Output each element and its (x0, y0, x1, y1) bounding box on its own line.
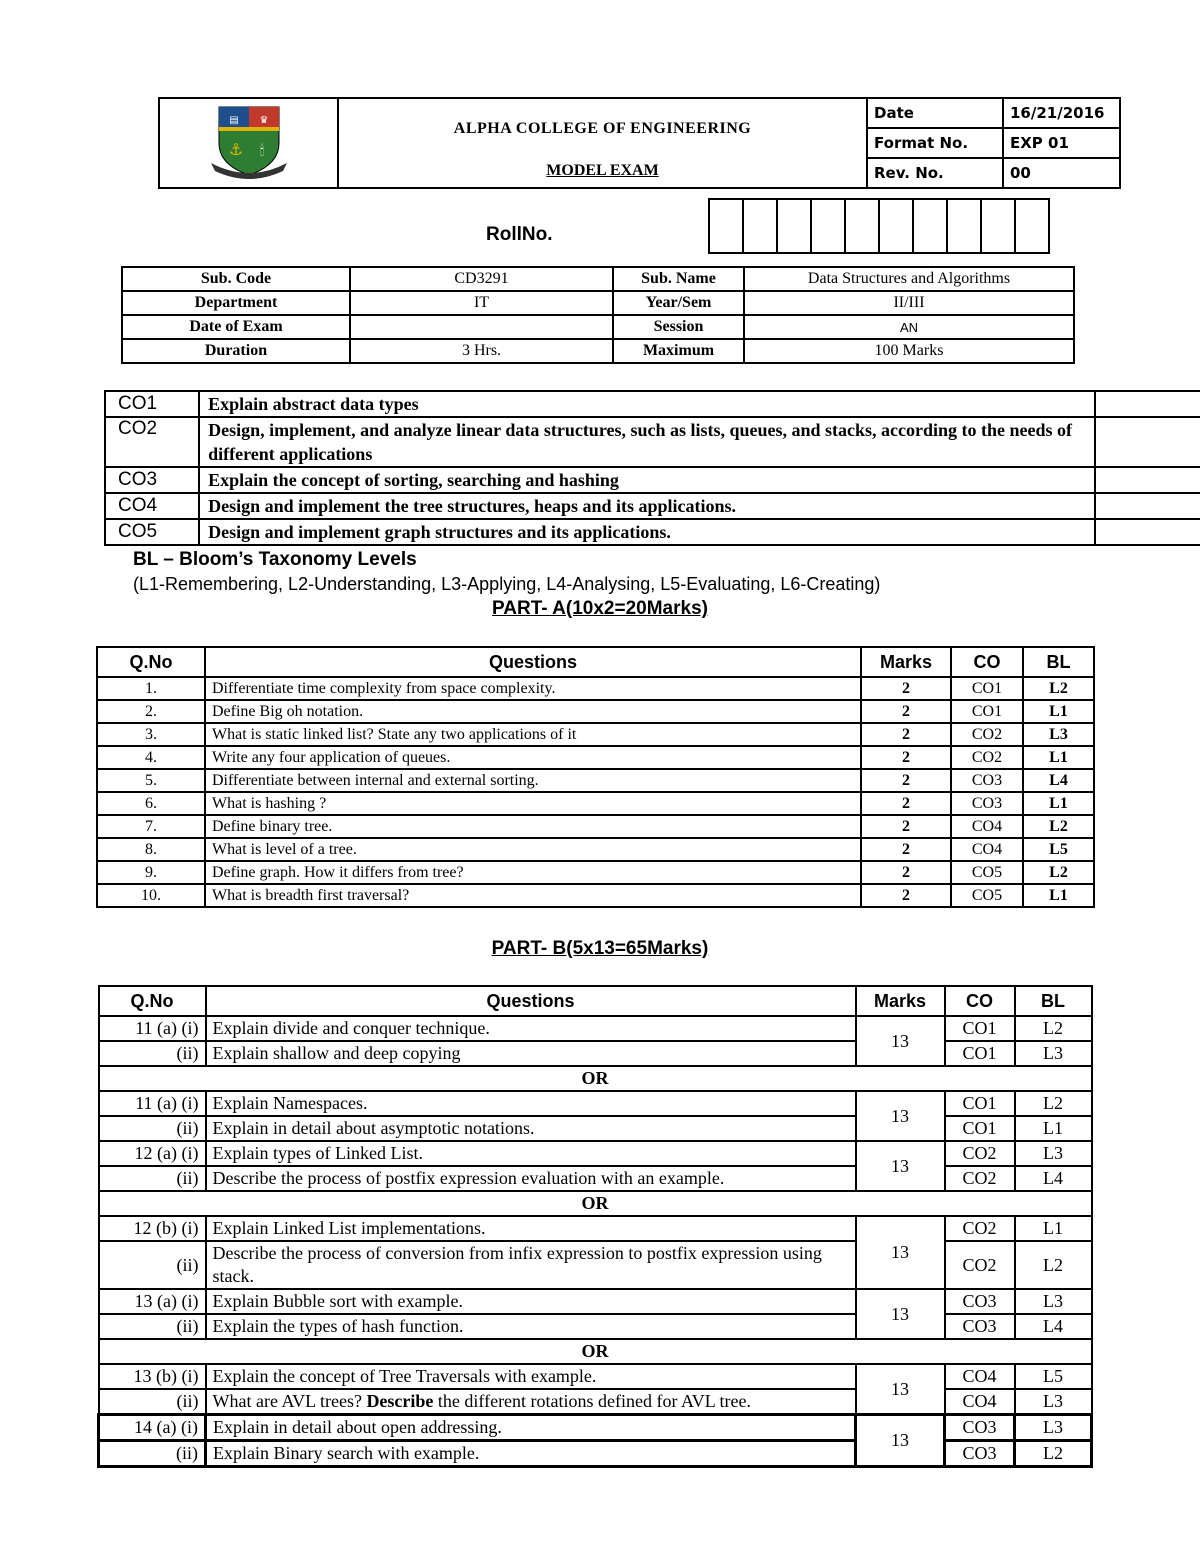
question-co: CO3 (945, 1441, 1015, 1467)
question-number: 4. (97, 746, 205, 769)
question-number: 12 (b) (i) (99, 1216, 206, 1241)
question-text: Explain in detail about asymptotic notations. (206, 1116, 856, 1141)
question-co: CO5 (951, 861, 1023, 884)
question-text: Define Big oh notation. (205, 700, 861, 723)
question-marks: 2 (861, 792, 951, 815)
roll-number-label: RollNo. (486, 224, 553, 245)
question-bl: L3 (1015, 1289, 1092, 1314)
or-row (99, 1191, 1092, 1216)
or-separator: OR (99, 1191, 1092, 1216)
question-marks: 2 (861, 815, 951, 838)
question-marks: 2 (861, 884, 951, 907)
question-text-part: the different rotations defined for AVL tree. (433, 1391, 751, 1411)
question-text: Explain types of Linked List. (206, 1141, 856, 1166)
question-marks: 2 (861, 746, 951, 769)
sub-code-label: Sub. Code (122, 267, 350, 291)
course-outcomes-table (104, 390, 1200, 546)
question-text: Explain divide and conquer technique. (206, 1016, 856, 1041)
co-description: Design and implement the tree structures, heaps and its applications. (199, 493, 1095, 519)
co-row (105, 467, 1200, 493)
college-name: ALPHA COLLEGE OF ENGINEERING (453, 120, 752, 137)
question-co: CO4 (951, 815, 1023, 838)
question-number: (ii) (99, 1441, 206, 1467)
table-row (97, 884, 1094, 907)
col-questions: Questions (206, 986, 856, 1016)
question-number: 13 (b) (i) (99, 1364, 206, 1389)
question-marks: 2 (861, 723, 951, 746)
question-bl: L1 (1023, 884, 1094, 907)
title-cell (338, 98, 867, 188)
question-text-bold: Describe (366, 1391, 434, 1411)
col-co: CO (951, 647, 1023, 677)
co-row (105, 417, 1200, 467)
co-code: CO5 (105, 519, 199, 545)
question-number: 3. (97, 723, 205, 746)
question-number: (ii) (99, 1389, 206, 1415)
bloom-taxonomy-levels: (L1-Remembering, L2-Understanding, L3-Applying, L4-Analysing, L5-Evaluating, L6-Creating) (133, 574, 881, 594)
table-row (99, 1091, 1092, 1116)
question-text: Explain in detail about open addressing. (206, 1415, 856, 1441)
question-marks: 13 (856, 1216, 945, 1289)
question-co: CO3 (945, 1289, 1015, 1314)
question-text: Differentiate between internal and external sorting. (205, 769, 861, 792)
co-row (105, 519, 1200, 545)
question-text: Define graph. How it differs from tree? (205, 861, 861, 884)
question-number: (ii) (99, 1166, 206, 1191)
session-value: AN (744, 315, 1074, 339)
sub-name-label: Sub. Name (613, 267, 744, 291)
subject-info-table (121, 266, 1075, 364)
question-co: CO4 (951, 838, 1023, 861)
question-number: 1. (97, 677, 205, 700)
svg-text:🕯: 🕯 (259, 142, 264, 159)
question-text: Explain Binary search with example. (206, 1441, 856, 1467)
roll-box[interactable] (947, 199, 981, 253)
question-bl: L4 (1023, 769, 1094, 792)
question-co: CO1 (945, 1016, 1015, 1041)
duration-value: 3 Hrs. (350, 339, 613, 363)
or-separator: OR (99, 1339, 1092, 1364)
question-bl: L1 (1015, 1216, 1092, 1241)
co-row (105, 391, 1200, 417)
part-b-title: PART- B(5x13=65Marks) (491, 938, 709, 959)
question-number: (ii) (99, 1241, 206, 1289)
co-description: Design and implement graph structures and its applications. (199, 519, 1095, 545)
table-row (99, 1216, 1092, 1241)
question-text: Explain Bubble sort with example. (206, 1289, 856, 1314)
part-a-title: PART- A(10x2=20Marks) (492, 598, 708, 619)
question-number: (ii) (99, 1041, 206, 1066)
question-co: CO2 (945, 1141, 1015, 1166)
col-marks: Marks (856, 986, 945, 1016)
svg-text:♛: ♛ (259, 114, 268, 126)
question-text: What is hashing ? (205, 792, 861, 815)
col-marks: Marks (861, 647, 951, 677)
exam-date-label: Date of Exam (122, 315, 350, 339)
co-description: Design, implement, and analyze linear data structures, such as lists, queues, and stacks, according to the needs of different applications (199, 417, 1095, 467)
question-co: CO1 (945, 1116, 1015, 1141)
table-row (99, 1141, 1092, 1166)
question-bl: L2 (1023, 861, 1094, 884)
year-sem-value: II/III (744, 291, 1074, 315)
or-row (99, 1339, 1092, 1364)
exam-title: MODEL EXAM (546, 162, 659, 179)
question-number: 7. (97, 815, 205, 838)
question-number: 5. (97, 769, 205, 792)
co-code: CO4 (105, 493, 199, 519)
question-bl: L2 (1015, 1441, 1092, 1467)
part-b-table (97, 985, 1093, 1468)
roll-box[interactable] (1015, 199, 1049, 253)
question-number: 11 (a) (i) (99, 1016, 206, 1041)
question-co: CO3 (945, 1415, 1015, 1441)
roll-box[interactable] (743, 199, 777, 253)
question-bl: L4 (1015, 1166, 1092, 1191)
roll-box[interactable] (845, 199, 879, 253)
question-text: Explain Linked List implementations. (206, 1216, 856, 1241)
roll-box[interactable] (709, 199, 743, 253)
question-bl: L1 (1015, 1116, 1092, 1141)
table-row (99, 1016, 1092, 1041)
question-text (206, 1389, 856, 1415)
question-bl: L2 (1015, 1091, 1092, 1116)
roll-box[interactable] (913, 199, 947, 253)
question-text-part: What are AVL trees? (212, 1391, 367, 1411)
question-number: 9. (97, 861, 205, 884)
question-marks: 13 (856, 1141, 945, 1191)
co-row (105, 493, 1200, 519)
question-marks: 13 (856, 1016, 945, 1066)
question-co: CO3 (951, 769, 1023, 792)
question-bl: L2 (1015, 1016, 1092, 1041)
part-a-table (96, 646, 1095, 908)
co-code: CO1 (105, 391, 199, 417)
question-co: CO2 (945, 1216, 1015, 1241)
question-marks: 2 (861, 838, 951, 861)
question-bl: L3 (1023, 723, 1094, 746)
question-number: (ii) (99, 1314, 206, 1339)
sub-name-value: Data Structures and Algorithms (744, 267, 1074, 291)
question-number: 13 (a) (i) (99, 1289, 206, 1314)
col-questions: Questions (205, 647, 861, 677)
question-number: 11 (a) (i) (99, 1091, 206, 1116)
svg-text:▤: ▤ (228, 114, 239, 126)
question-co: CO4 (945, 1364, 1015, 1389)
question-bl: L3 (1015, 1389, 1092, 1415)
question-number: 6. (97, 792, 205, 815)
question-bl: L4 (1015, 1314, 1092, 1339)
roll-box[interactable] (811, 199, 845, 253)
co-description: Explain abstract data types (199, 391, 1095, 417)
question-co: CO1 (951, 700, 1023, 723)
co-code: CO3 (105, 467, 199, 493)
header-table (158, 97, 1121, 189)
date-value: 16/21/2016 (1003, 98, 1120, 128)
question-number: 8. (97, 838, 205, 861)
question-co: CO1 (945, 1091, 1015, 1116)
question-bl: L1 (1023, 792, 1094, 815)
table-row (97, 723, 1094, 746)
col-qno: Q.No (99, 986, 206, 1016)
question-co: CO2 (951, 723, 1023, 746)
question-co: CO1 (945, 1041, 1015, 1066)
bloom-taxonomy-title: BL – Bloom’s Taxonomy Levels (133, 549, 417, 570)
table-row (99, 1364, 1092, 1389)
question-co: CO4 (945, 1389, 1015, 1415)
question-text: Explain the types of hash function. (206, 1314, 856, 1339)
question-bl: L3 (1015, 1415, 1092, 1441)
year-sem-label: Year/Sem (613, 291, 744, 315)
question-text: What is level of a tree. (205, 838, 861, 861)
svg-text:⚓: ⚓ (228, 139, 243, 159)
exam-date-value (350, 315, 613, 339)
table-row (97, 815, 1094, 838)
co-code: CO2 (105, 417, 199, 467)
question-co: CO3 (951, 792, 1023, 815)
table-row (97, 769, 1094, 792)
question-bl: L1 (1023, 746, 1094, 769)
question-marks: 13 (856, 1364, 945, 1415)
question-bl: L2 (1023, 677, 1094, 700)
question-marks: 2 (861, 700, 951, 723)
question-bl: L3 (1015, 1141, 1092, 1166)
table-row (99, 1415, 1092, 1441)
question-bl: L2 (1015, 1241, 1092, 1289)
format-value: EXP 01 (1003, 128, 1120, 158)
question-number: 14 (a) (i) (99, 1415, 206, 1441)
session-label: Session (613, 315, 744, 339)
question-text: Write any four application of queues. (205, 746, 861, 769)
question-co: CO2 (951, 746, 1023, 769)
question-text: Differentiate time complexity from space complexity. (205, 677, 861, 700)
question-marks: 2 (861, 677, 951, 700)
question-bl: L2 (1023, 815, 1094, 838)
sub-code-value: CD3291 (350, 267, 613, 291)
question-bl: L3 (1015, 1041, 1092, 1066)
question-marks: 13 (856, 1091, 945, 1141)
table-row (97, 838, 1094, 861)
department-label: Department (122, 291, 350, 315)
rev-label: Rev. No. (867, 158, 1003, 188)
question-marks: 2 (861, 769, 951, 792)
table-row (97, 861, 1094, 884)
roll-box[interactable] (879, 199, 913, 253)
table-row (99, 1289, 1092, 1314)
or-row (99, 1066, 1092, 1091)
question-marks: 2 (861, 861, 951, 884)
question-number: (ii) (99, 1116, 206, 1141)
col-co: CO (945, 986, 1015, 1016)
question-text: Describe the process of conversion from infix expression to postfix expression using stack. (206, 1241, 856, 1289)
maximum-value: 100 Marks (744, 339, 1074, 363)
roll-box[interactable] (777, 199, 811, 253)
question-text: Explain Namespaces. (206, 1091, 856, 1116)
question-number: 12 (a) (i) (99, 1141, 206, 1166)
table-row (97, 700, 1094, 723)
roll-number-boxes (708, 198, 1050, 254)
question-number: 2. (97, 700, 205, 723)
roll-box[interactable] (981, 199, 1015, 253)
date-label: Date (867, 98, 1003, 128)
question-co: CO2 (945, 1241, 1015, 1289)
table-row (97, 746, 1094, 769)
department-value: IT (350, 291, 613, 315)
question-text: What is breadth first traversal? (205, 884, 861, 907)
question-co: CO5 (951, 884, 1023, 907)
question-text: Explain shallow and deep copying (206, 1041, 856, 1066)
question-bl: L5 (1023, 838, 1094, 861)
format-label: Format No. (867, 128, 1003, 158)
question-co: CO1 (951, 677, 1023, 700)
question-number: 10. (97, 884, 205, 907)
rev-value: 00 (1003, 158, 1120, 188)
table-row (97, 792, 1094, 815)
col-bl: BL (1015, 986, 1092, 1016)
question-bl: L1 (1023, 700, 1094, 723)
question-text: Describe the process of postfix expression evaluation with an example. (206, 1166, 856, 1191)
question-bl: L5 (1015, 1364, 1092, 1389)
question-co: CO2 (945, 1166, 1015, 1191)
duration-label: Duration (122, 339, 350, 363)
question-marks: 13 (856, 1415, 945, 1467)
or-separator: OR (99, 1066, 1092, 1091)
question-marks: 13 (856, 1289, 945, 1339)
co-description: Explain the concept of sorting, searching and hashing (199, 467, 1095, 493)
question-text: Explain the concept of Tree Traversals with example. (206, 1364, 856, 1389)
col-bl: BL (1023, 647, 1094, 677)
logo-cell (159, 98, 338, 188)
question-text: What is static linked list? State any two applications of it (205, 723, 861, 746)
maximum-label: Maximum (613, 339, 744, 363)
table-row (97, 677, 1094, 700)
question-co: CO3 (945, 1314, 1015, 1339)
question-text: Define binary tree. (205, 815, 861, 838)
college-crest-icon (209, 103, 289, 179)
col-qno: Q.No (97, 647, 205, 677)
